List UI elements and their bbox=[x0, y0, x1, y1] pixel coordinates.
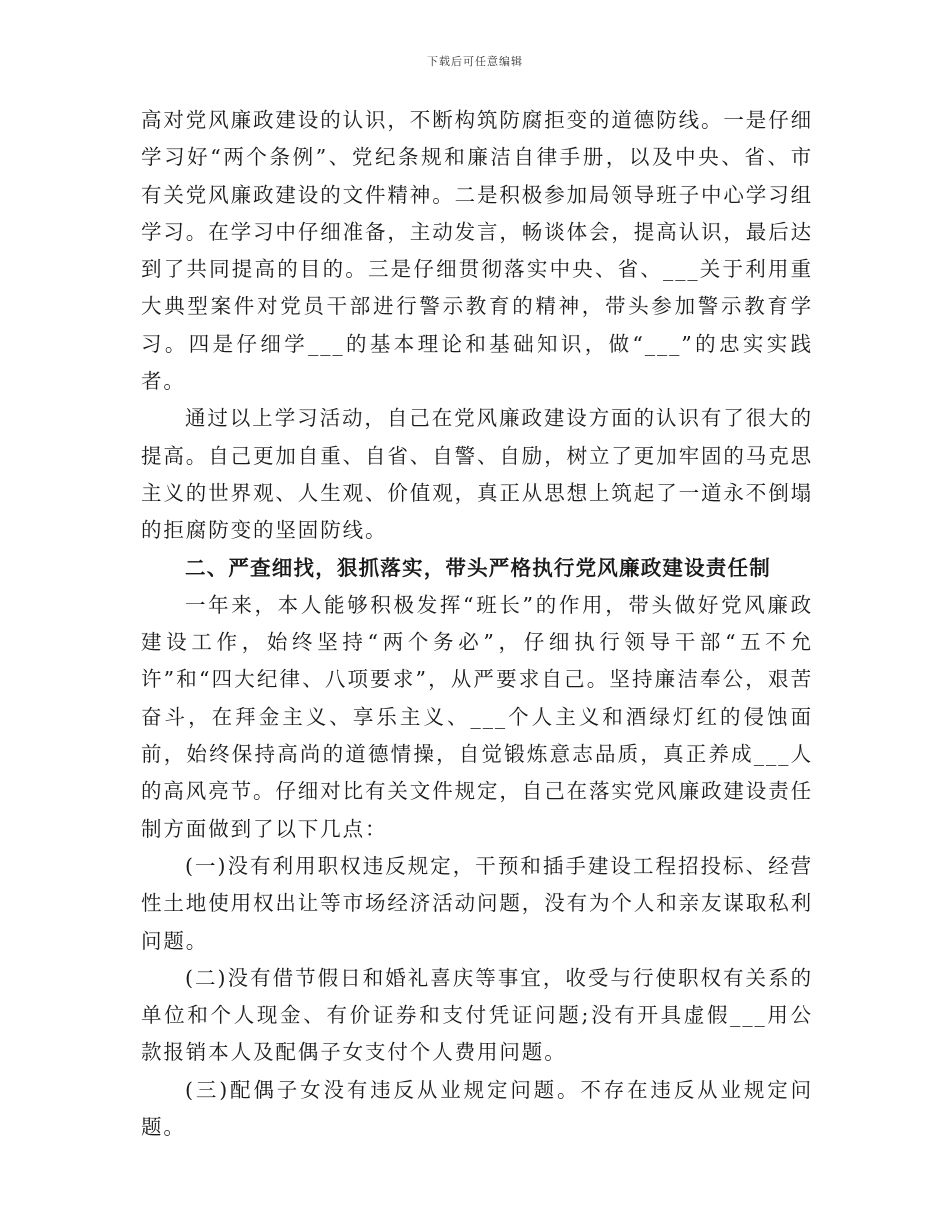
list-item-3: (三)配偶子女没有违反从业规定问题。不存在违反从业规定问题。 bbox=[141, 1077, 813, 1140]
list-item-1: (一)没有利用职权违反规定，干预和插手建设工程招投标、经营性土地使用权出让等市场经济活动问题，没有为个人和亲友谋取私利问题。 bbox=[141, 853, 813, 953]
paragraph-study-continuation: 高对党风廉政建设的认识，不断构筑防腐拒变的道德防线。一是仔细学习好“两个条例”、党纪条规和廉洁自律手册，以及中央、省、市有关党风廉政建设的文件精神。二是积极参加局领导班子中心学习组学习。在学习中仔细准备，主动发言，畅谈体会，提高认识，最后达到了共同提高的目的。三是仔细贯彻落实中央、省、___关于利用重大典型案件对党员干部进行警示教育的精神，带头参加警示教育学习。四是仔细学___的基本理论和基础知识，做“___”的忠实实践者。 bbox=[141, 108, 813, 394]
document-body bbox=[141, 102, 813, 1146]
download-edit-note: 下载后可任意编辑 bbox=[427, 55, 523, 68]
list-item-2: (二)没有借节假日和婚礼喜庆等事宜，收受与行使职权有关系的单位和个人现金、有价证券和支付凭证问题;没有开具虚假___用公款报销本人及配偶子女支付个人费用问题。 bbox=[141, 965, 813, 1065]
paragraph-responsibility: 一年来，本人能够积极发挥“班长”的作用，带头做好党风廉政建设工作，始终坚持“两个务必”，仔细执行领导干部“五不允许”和“四大纪律、八项要求”，从严要求自己。坚持廉洁奉公，艰苦奋斗，在拜金主义、享乐主义、___个人主义和酒绿灯红的侵蚀面前，始终保持高尚的道德情操，自觉锻炼意志品质，真正养成___人的高风亮节。仔细对比有关文件规定，自己在落实党风廉政建设责任制方面做到了以下几点： bbox=[141, 592, 813, 841]
paragraph-study-result: 通过以上学习活动，自己在党风廉政建设方面的认识有了很大的提高。自己更加自重、自省、自警、自励，树立了更加牢固的马克思主义的世界观、人生观、价值观，真正从思想上筑起了一道永不倒塌的拒腐防变的坚固防线。 bbox=[141, 406, 813, 543]
section-heading-2: 二、严查细找，狠抓落实，带头严格执行党风廉政建设责任制 bbox=[185, 555, 771, 580]
